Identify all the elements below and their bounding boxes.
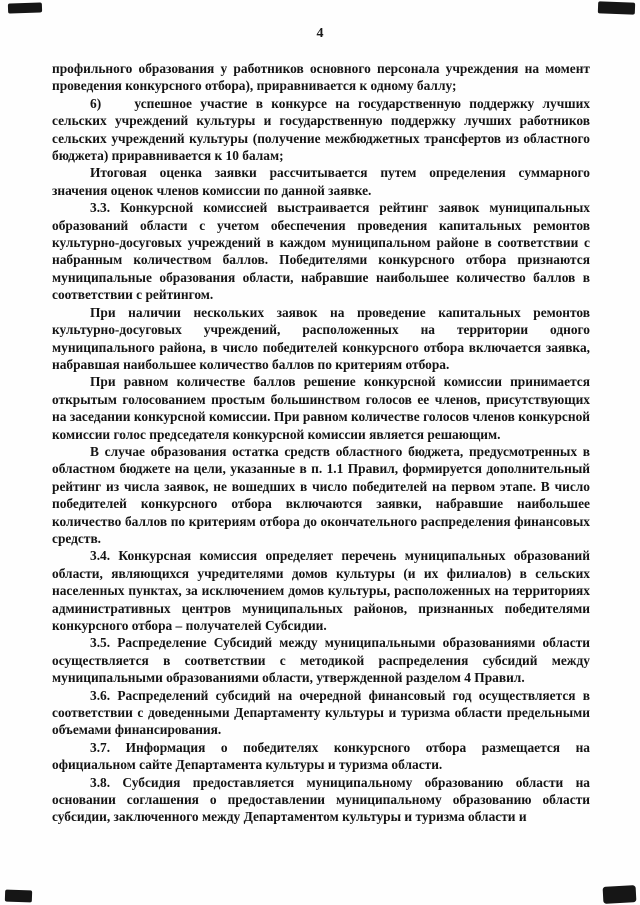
paragraph-equal-scores: При равном количестве баллов решение конкурсной комиссии принимается открытым голосованием простым большинством голосов ее членов, присутствующих на заседании конкурсной комиссии. При равном количестве голосов членов конкурсной комиссии голос председателя конкурсной комиссии является решающим. <box>52 374 590 442</box>
scan-artifact-bottom-left <box>5 890 32 903</box>
paragraph-3-5: 3.5. Распределение Субсидий между муниципальными образованиями области осуществляется в соответствии с методикой распределения субсидий между муниципальными образованиями области, утвержденной разделом 4 Правил. <box>52 635 590 686</box>
paragraph-budget-remainder: В случае образования остатка средств областного бюджета, предусмотренных в областном бюджете на цели, указанные в п. 1.1 Правил, формируется дополнительный рейтинг из числа заявок, не вошедших в число победителей на первом этапе. В число победителей конкурсного отбора включаются заявки, набравшие наибольшее количество баллов по критериям отбора до окончательного распределения финансовых средств. <box>52 443 590 546</box>
paragraph-3-7: 3.7. Информация о победителях конкурсного отбора размещается на официальном сайте Департамента культуры и туризма области. <box>52 739 590 773</box>
scan-artifact-top-right <box>598 1 635 14</box>
scan-artifact-top-left <box>8 2 42 13</box>
page-number: 4 <box>316 26 324 41</box>
paragraph-3-3: 3.3. Конкурсной комиссией выстраивается рейтинг заявок муниципальных образований области с учетом обеспечения проведения капитальных ремонтов культурно-досуговых учреждений в каждом муниципальном районе в соответствии с набранным количеством баллов. Победителями конкурсного отбора признаются муниципальные образования области, набравшие наибольшее количество баллов в соответствии с рейтингом. <box>52 200 590 303</box>
document-body-text <box>52 60 590 826</box>
paragraph-3-6: 3.6. Распределений субсидий на очередной финансовый год осуществляется в соответствии с доведенными Департаменту культуры и туризма области предельными объемами финансирования. <box>52 687 590 738</box>
paragraph-3-8: 3.8. Субсидия предоставляется муниципальному образованию области на основании соглашения о предоставлении муниципальному образованию области субсидии, заключенного между Департаментом культуры и туризма области и <box>52 774 590 825</box>
paragraph-3-4: 3.4. Конкурсная комиссия определяет перечень муниципальных образований области, являющихся учредителями домов культуры (и их филиалов) в сельских населенных пунктах, за исключением домов культуры, расположенных на территориях административных центров муниципальных районов, признанных победителями конкурсного отбора – получателей Субсидии. <box>52 548 590 633</box>
paragraph-multiple-applications: При наличии нескольких заявок на проведение капитальных ремонтов культурно-досуговых учреждений, расположенных на территории одного муниципального района, в число победителей конкурсного отбора включается заявка, набравшая наибольшее количество баллов по критериям отбора. <box>52 304 590 372</box>
paragraph-item-6: 6) успешное участие в конкурсе на государственную поддержку лучших сельских учреждений культуры и государственную поддержку лучших работников сельских учреждений культуры (получение межбюджетных трансфертов из областного бюджета) приравнивается к 10 балам; <box>52 95 590 164</box>
paragraph-final-score: Итоговая оценка заявки рассчитывается путем определения суммарного значения оценок членов комиссии по данной заявке. <box>52 165 590 198</box>
scan-artifact-bottom-right <box>603 885 637 904</box>
paragraph-continuation: профильного образования у работников основного персонала учреждения на момент проведения конкурсного отбора), приравнивается к одному баллу; <box>52 61 590 94</box>
